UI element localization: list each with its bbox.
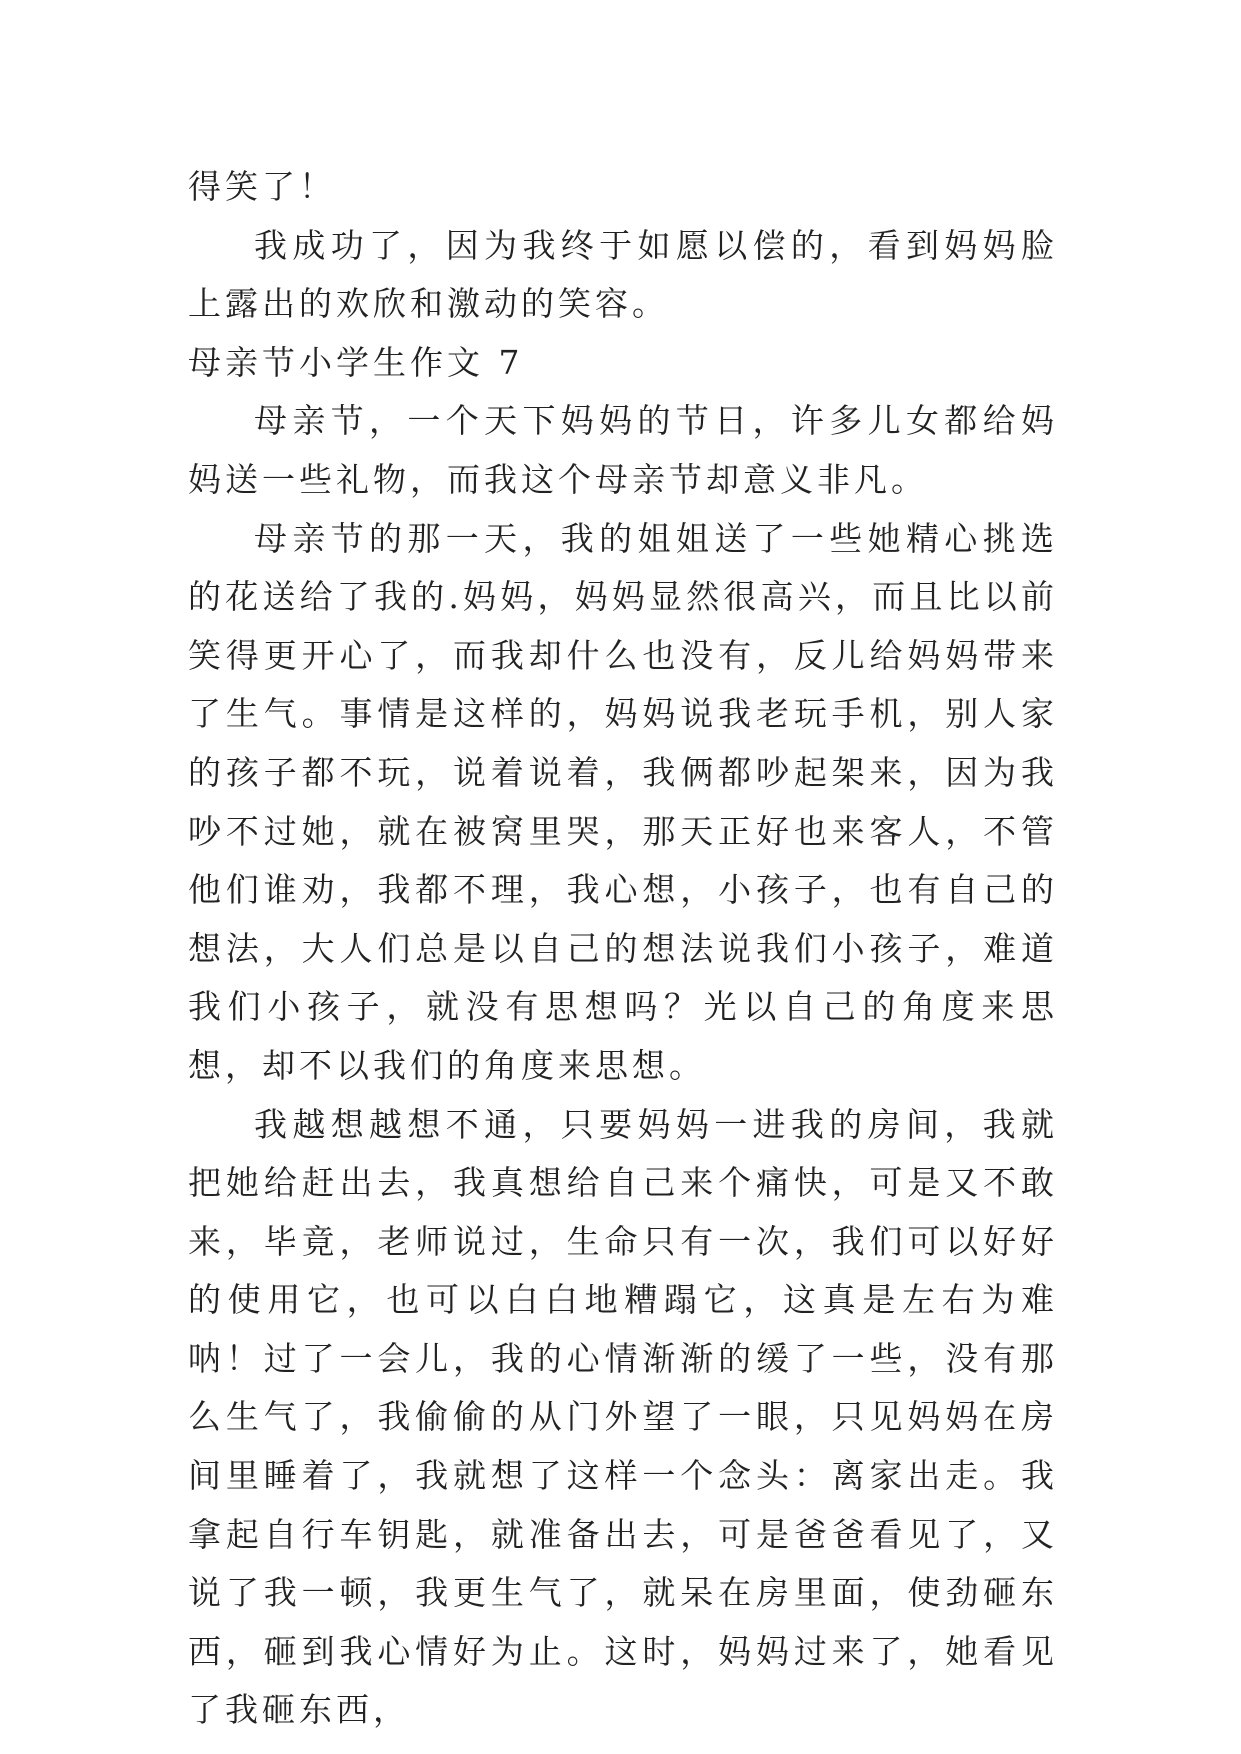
document-body <box>188 158 1058 1740</box>
paragraph-success: 我成功了，因为我终于如愿以偿的，看到妈妈脸上露出的欢欣和激动的笑容。 <box>188 225 1058 324</box>
paragraph-intro: 母亲节，一个天下妈妈的节日，许多儿女都给妈妈送一些礼物，而我这个母亲节却意义非凡。 <box>188 401 1058 499</box>
paragraph-continued: 得笑了！ <box>188 167 336 206</box>
paragraph-story: 母亲节的那一天，我的姐姐送了一些她精心挑选的花送给了我的.妈妈，妈妈显然很高兴，而且比以前笑得更开心了，而我却什么也没有，反儿给妈妈带来了生气。事情是这样的，妈妈说我老玩手机，别人家的孩子都不玩，说着说着，我俩都吵起架来，因为我吵不过她，就在被窝里哭，那天正好也来客人，不管他们谁劝，我都不理，我心想，小孩子，也有自己的想法，大人们总是以自己的想法说我们小孩子，难道我们小孩子，就没有思想吗？光以自己的角度来思想，却不以我们的角度来思想。 <box>188 518 1058 1085</box>
paragraph-reflection: 我越想越想不通，只要妈妈一进我的房间，我就把她给赶出去，我真想给自己来个痛快，可是又不敢来，毕竟，老师说过，生命只有一次，我们可以好好的使用它，也可以白白地糟蹋它，这真是左右为难呐！过了一会儿，我的心情渐渐的缓了一些，没有那么生气了，我偷偷的从门外望了一眼，只见妈妈在房间里睡着了，我就想了这样一个念头：离家出走。我拿起自行车钥匙，就准备出去，可是爸爸看见了，又说了我一顿，我更生气了，就呆在房里面，使劲砸东西，砸到我心情好为止。这时，妈妈过来了，她看见了我砸东西， <box>188 1104 1058 1730</box>
essay-title: 母亲节小学生作文 7 <box>188 342 524 382</box>
